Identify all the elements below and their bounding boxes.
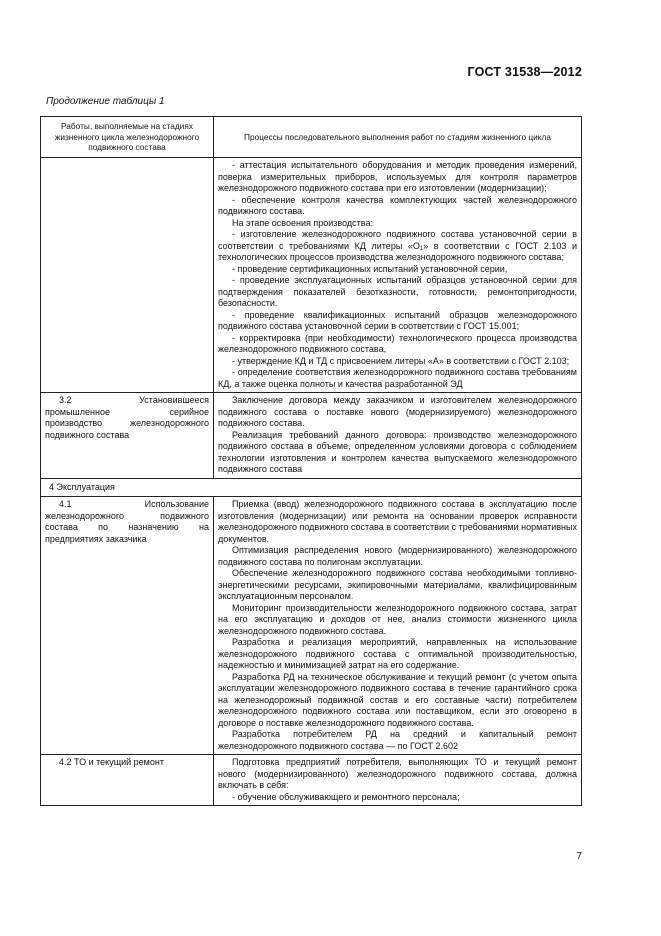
paragraph: - корректировка (при необходимости) технологического процесса производства железнодорожного подвижного состава, xyxy=(218,332,577,354)
col2-header: Процессы последовательного выполнения работ по стадиям жизненного цикла xyxy=(214,117,582,158)
row4-left-cell xyxy=(41,755,214,806)
paragraph: Обеспечение железнодорожного подвижного состава необходимыми топливно-энергетическими ресурсами, экипировочными материалами, квалифицированным эксплуатационным персоналом. xyxy=(218,568,577,601)
paragraph: Подготовка предприятий потребителя, выполняющих ТО и текущий ремонт нового (модернизированного) железнодорожного подвижного состава, должна включать в себя: xyxy=(218,757,577,790)
paragraph: Разработка РД на техническое обслуживание и текущий ремонт (с учетом опыта эксплуатации железнодорожного подвижного состава в течение гарантийного срока на железнодорожный подвижной состав и его составные части) потребителем железнодорожного подвижного состава или поставщиком, если это оговорено в договоре о поставке железнодорожного подвижного состава. xyxy=(218,671,577,728)
paragraph: - определение соответствия железнодорожного подвижного состава требованиям КД, а также оценка полноты и качества разработанной ЭД xyxy=(218,367,577,389)
section-title-text: 4 Эксплуатация xyxy=(49,481,115,492)
paragraph: Приемка (ввод) железнодорожного подвижного состава в эксплуатацию после изготовления (модернизации) или ремонта на основании проверок исправности железнодорожного подвижного состава в соответствии с требованиями нормативных документов. xyxy=(218,499,577,544)
lifecycle-table xyxy=(40,116,582,806)
row2-left-cell xyxy=(41,393,214,479)
paragraph: Мониторинг производительности железнодорожного подвижного состава, затрат на его эксплуатацию и доходов от нее, анализ стоимости жизненного цикла железнодорожного подвижного состава. xyxy=(218,602,577,636)
stage-label: 3.2 Установившееся промышленное серийное производство железнодорожного подвижного состава xyxy=(45,395,209,440)
stage-label: 4.1 Использование железнодорожного подвижного состава по назначению на предприятиях заказчика xyxy=(45,499,209,544)
row1-right-cell xyxy=(214,158,582,393)
row1-left-cell xyxy=(41,158,214,393)
paragraph: - проведение сертификационных испытаний установочной серии, xyxy=(232,263,508,274)
table-header-row xyxy=(41,117,582,158)
table-row xyxy=(41,158,582,393)
paragraph: Оптимизация распределения нового (модернизированного) железнодорожного подвижного состава по полигонам эксплуатации. xyxy=(218,545,577,567)
continuation-label: Продолжение таблицы 1 xyxy=(46,96,165,107)
paragraph: - аттестация испытательного оборудования и методик проведения измерений, поверка измерительных приборов, используемых для контроля параметров железнодорожного подвижного состава при его изготовлении (модернизации); xyxy=(218,160,577,193)
paragraph: Заключение договора между заказчиком и изготовителем железнодорожного подвижного состава о поставке нового (модернизируемого) железнодорожного подвижного состава. xyxy=(218,395,577,428)
table-row xyxy=(41,755,582,806)
row2-right-cell xyxy=(214,393,582,479)
table-row xyxy=(41,497,582,755)
paragraph-text: » в соответствии с ГОСТ 2.103 и технологических процессов производства железнодорожного подвижного состава; xyxy=(218,240,577,262)
section-title xyxy=(41,478,582,497)
paragraph: - обеспечение контроля качества комплектующих частей железнодорожного подвижного состава. xyxy=(218,194,577,216)
standard-code: ГОСТ 31538—2012 xyxy=(467,65,582,79)
paragraph: - проведение эксплуатационных испытаний образцов установочной серии для подтверждения показателей безотказности, готовности, ремонтопригодности, безопасности. xyxy=(218,275,577,308)
subscript: 1 xyxy=(419,245,424,252)
stage-label: 4.2 ТО и текущий ремонт xyxy=(59,757,164,767)
paragraph: Реализация требований данного договора: производство железнодорожного подвижного состава в объеме, определенном условиями договора с соблюдением технологии изготовления и контролем качества выпускаемого железнодорожного подвижного состава xyxy=(218,429,577,474)
table-row xyxy=(41,393,582,479)
paragraph: - обучение обслуживающего и ремонтного персонала; xyxy=(232,791,460,802)
paragraph-text: - изготовление железнодорожного подвижного состава установочной серии в соответствии с требованиями КД литеры «О xyxy=(218,229,577,251)
paragraph: - утверждение КД и ТД с присвоением литеры «А» в соответствии с ГОСТ 2.103; xyxy=(232,355,570,366)
page-number: 7 xyxy=(576,851,582,862)
section-row xyxy=(41,478,582,497)
paragraph xyxy=(218,229,577,264)
row3-left-cell xyxy=(41,497,214,755)
paragraph: - проведение квалификационных испытаний образцов железнодорожного подвижного состава установочной серии в соответствии с ГОСТ 15.001; xyxy=(218,309,577,331)
paragraph: Разработка и реализация мероприятий, направленных на использование железнодорожного подвижного состава с оптимальной производительностью, надежностью и минимизацией затрат на его содержание. xyxy=(218,637,577,670)
row3-right-cell xyxy=(214,497,582,755)
paragraph: На этапе освоения производства: xyxy=(232,217,373,228)
row4-right-cell xyxy=(214,755,582,806)
paragraph: Разработка потребителем РД на средний и капитальный ремонт железнодорожного подвижного состава — по ГОСТ 2.602 xyxy=(218,729,577,751)
col1-header: Работы, выполняемые на стадиях жизненного цикла железнодорожного подвижного состава xyxy=(41,117,214,158)
